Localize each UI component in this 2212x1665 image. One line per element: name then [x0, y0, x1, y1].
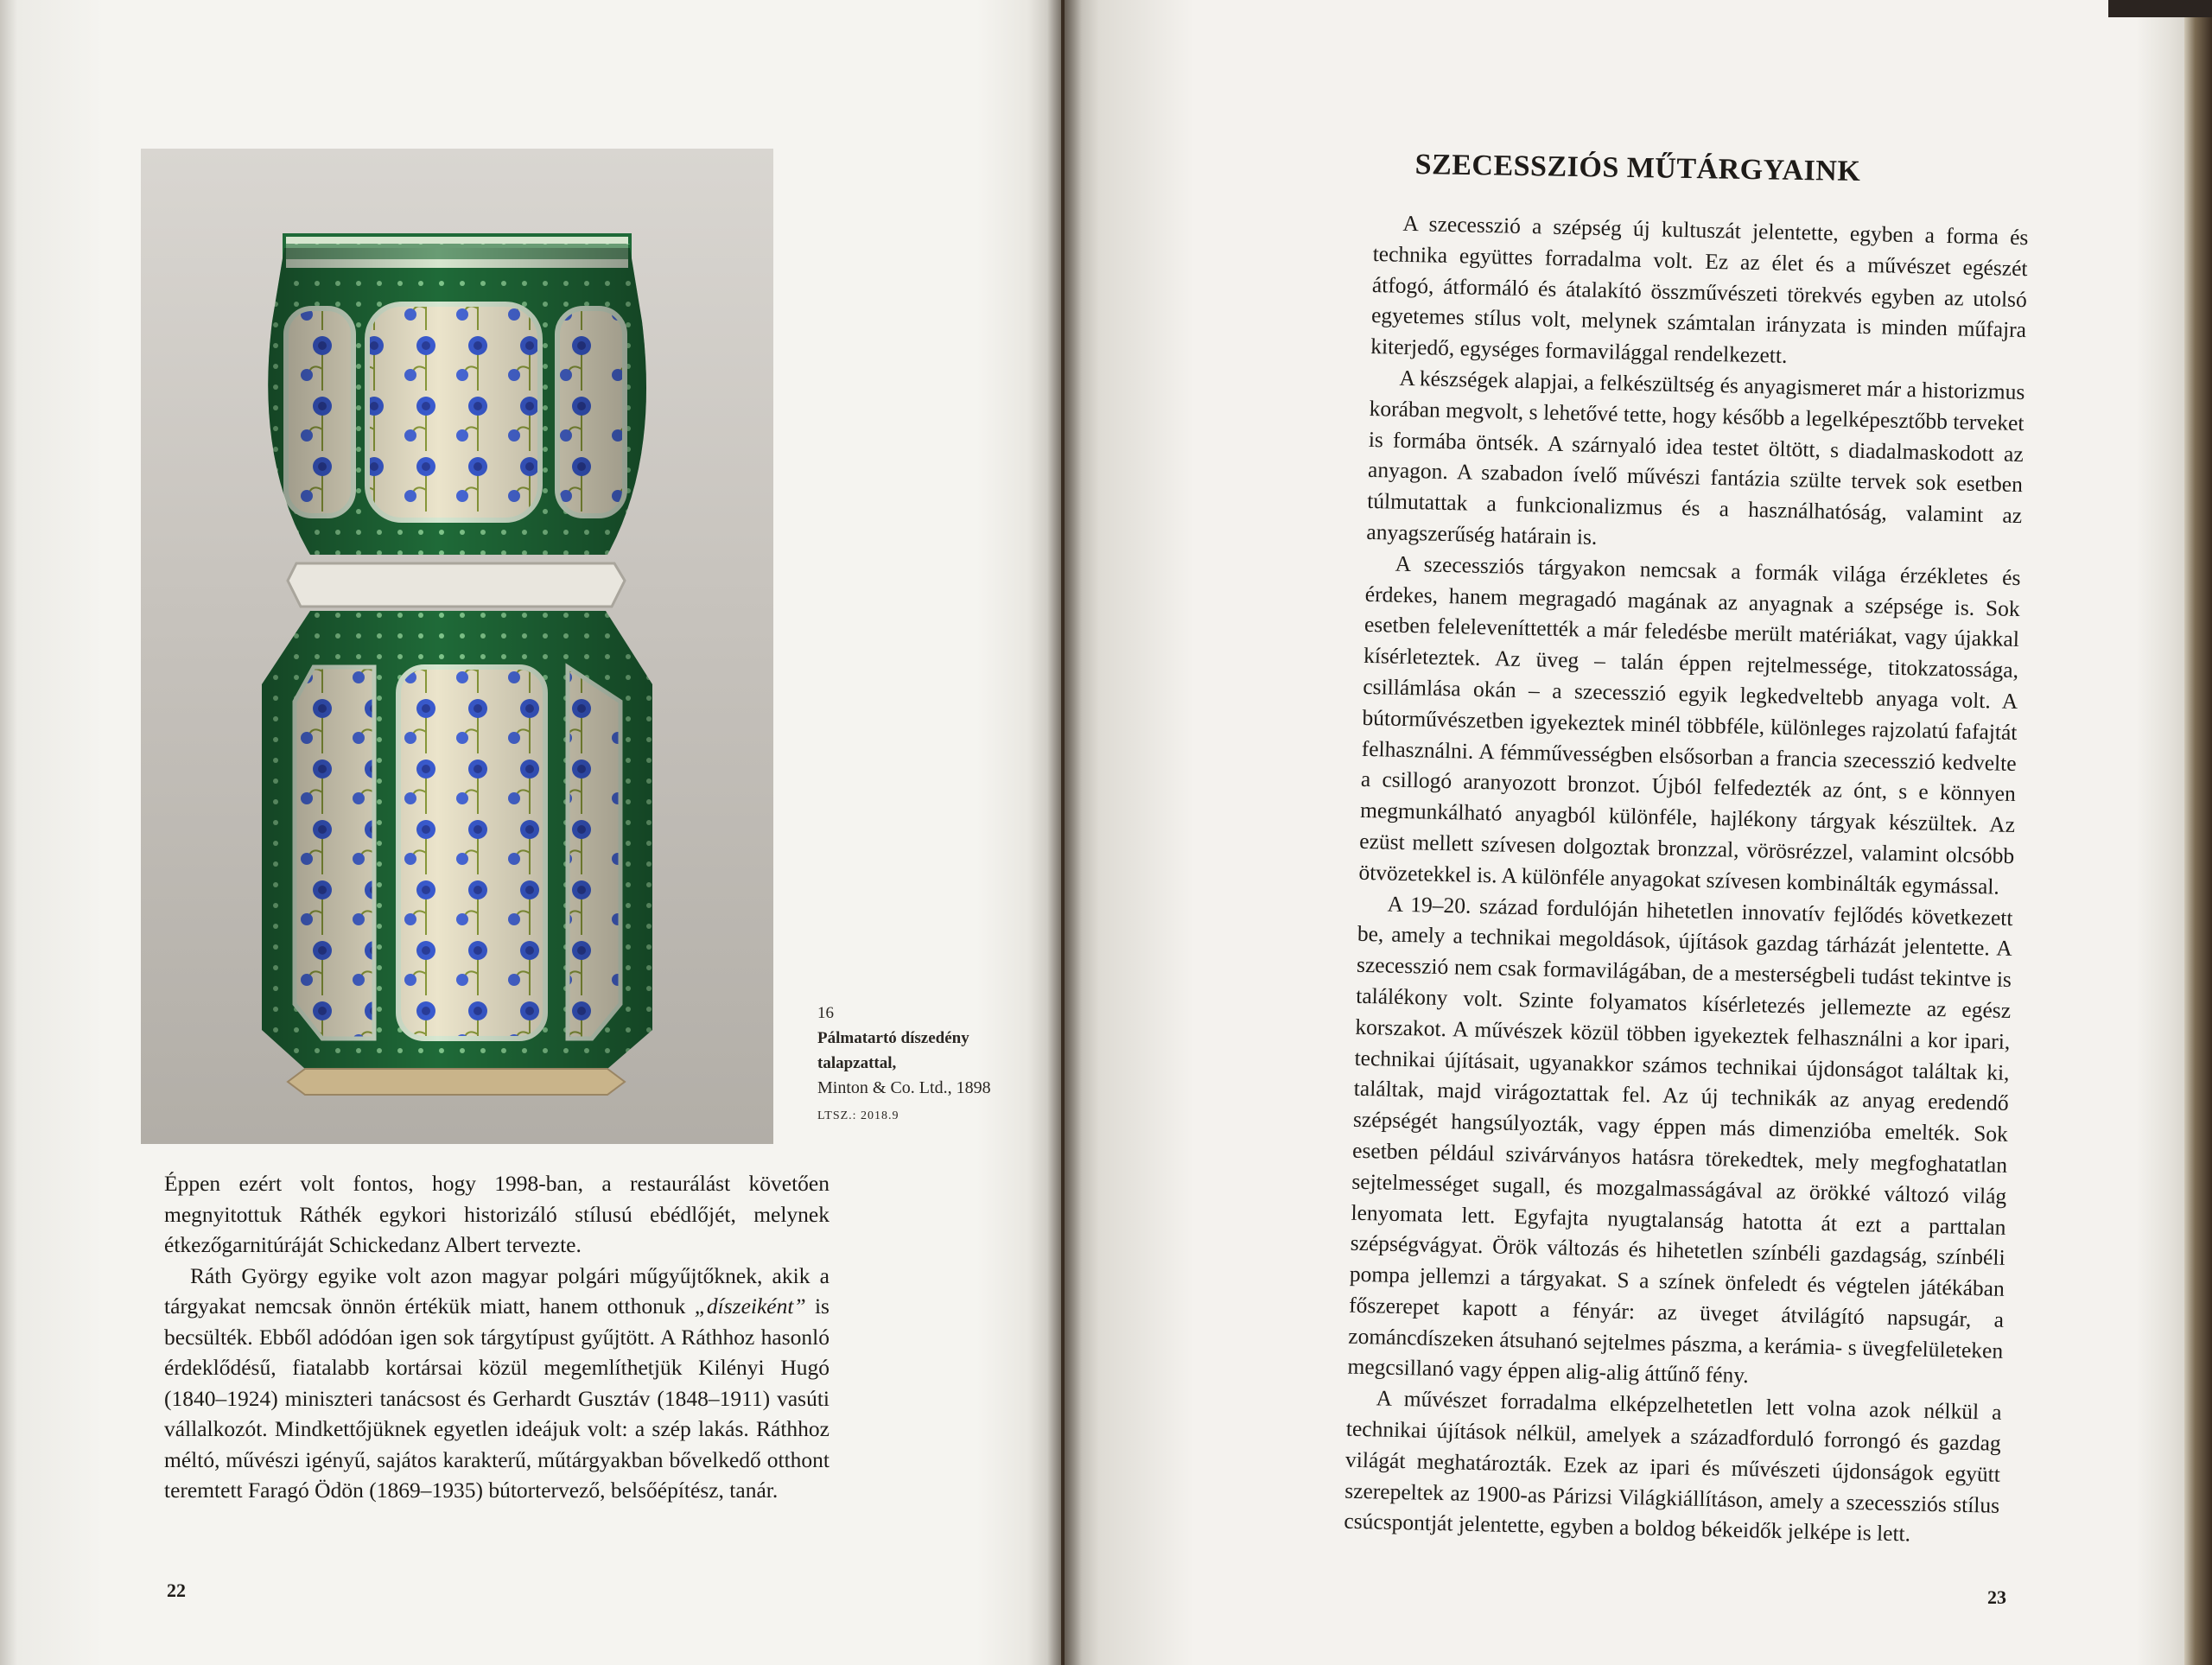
left-paragraph-2 — [164, 1261, 830, 1506]
dark-corner — [2108, 0, 2212, 17]
right-paragraph-5: A művészet forradalma elképzelhetetlen lett volna azok nélkül a technikai újítások nélkül, amelyek a századforduló forrongó és gazdag világát meghatározták. Ezek az ipari és művészeti újdonságok együtt szerepeltek az 1900-as Párizsi Világkiállításon, amely a szecessziós stílus csúcspontját jelentette, egyben a boldog békeidők jelképe is lett. — [1344, 1385, 2002, 1547]
figure-title-line2: talapzattal, — [817, 1054, 897, 1072]
right-book-edge — [2184, 0, 2212, 1665]
book-gutter-shadow — [1047, 0, 1082, 1665]
figure-maker: Minton & Co. Ltd., 1898 — [817, 1078, 991, 1097]
right-body-text — [1344, 207, 2029, 1552]
right-paragraph-2: A készségek alapjai, a felkészültség és anyagismeret már a historizmus korában megvolt, s lehetővé tette, hogy később a legelképesztőbb terveket is formába öntsék. A szárnyaló idea testet öltött, s diadalmaskodott az anyagon. A szabadon ívelő művészi fantázia szülte tervek sok esetben túlmutattak a funkcionalizmus és a használhatóság, valamint az anyagszerűség határain is. — [1366, 365, 2025, 550]
left-body-text — [164, 1168, 830, 1506]
figure-title-line1: Pálmatartó díszedény — [817, 1029, 969, 1047]
right-paragraph-1: A szecesszió a szépség új kultuszát jelentette, egyben a forma és technika együttes forradalma volt. Ez az élet és a művészet egészét átfogó, átformáló és átalakító összművészeti törekvés egyben az utolsó egyetemes stílus volt, melynek számtalan irányzata is minden műfajra kiterjedő, egységes formavilággal rendelkezett. — [1370, 210, 2029, 369]
page-number-right: 23 — [1987, 1586, 2006, 1608]
left-paragraph-2-text-start: Ráth György egyike volt azon magyar polgári műgyűjtőknek, akik a tárgyakat nemcsak önnön értékük miatt, hanem otthonuk — [164, 1262, 830, 1319]
left-paragraph-2-italic-word: „díszeiként” — [694, 1293, 806, 1319]
left-page — [0, 0, 1061, 1665]
left-paragraph-2-text-end: is becsülték. Ebből adódóan igen sok tárgytípust gyűjtött. A Ráthhoz hasonló érdeklődésű, fiatalabb kortársai közül megemlíthetjük Kilényi Hugó (1840–1924) miniszteri tanácsost és Gerhardt Gusztáv (1848–1911) vasúti vállalkozót. Mindkettőjüknek egyetlen ideájuk volt: a szép lakás. Ráthhoz méltó, művészi igényű, sajátos karakterű, műtárgyakban bővelkedő otthont teremtett Faragó Ödön (1869–1935) bútortervező, belsőépítész, tanár. — [164, 1293, 830, 1503]
figure-caption — [817, 1001, 1059, 1128]
right-paragraph-4: A 19–20. század fordulóján hihetetlen innovatív fejlődés következett be, amely a technikai megoldások, újítások gazdag tárházát jelentette. A szecesszió nem csak formavilágában, de a mesterségbeli tudást tekintve is találékony volt. Szinte folyamatos kísérletezés jellemezte az egész korszakot. A művészek közül többen igyekeztek felhasználni a kor ipari, technikai újításait, ugyanakkor számos technikai újdonságot találtak ki, találtak, majd virágoztattak fel. Az új technikák az anyag eredendő szépségét hangsúlyozták, vagy éppen más dimenzióba emelték. Sok esetben például szivárványos hatásra törekedtek, mely megfoghatatlan sejtelmességet sugall, és mozgalmasságával az örökké változó világ lenyomata lett. Egyfajta nyugtalanság hatotta át ezt a parttalan szépségvágyat. Örök változás és hihetetlen színbéli gazdagság, színbéli pompa jellemzi a tárgyakat. S a színek önfeledt és végtelen játékában főszerepet kapott a fényár: az üveget átvilágító napsugár, a zománcdíszeken átsuhanó sejtelmes pászma, a kerámia- s üvegfelületeken megcsillanó vagy éppen alig-alig áttűnő fény. — [1347, 891, 2013, 1389]
chapter-heading: SZECESSZIÓS MŰTÁRGYAINK — [1414, 149, 1861, 188]
figure-number: 16 — [817, 1004, 834, 1022]
figure-inventory-number: LTSZ.: 2018.9 — [817, 1109, 899, 1122]
right-paragraph-3: A szecessziós tárgyakon nemcsak a formák világa érzékletes és érdekes, hanem megragadó magának az anyagnak a szépsége is. Sok esetben feleleveníttették a már feledésbe merült matériákat, vagy újakkal kísérleteztek. Az üveg – talán éppen rejtelmessége, titokzatossága, csillámlása okán – a szecesszió egyik legkedveltebb anyaga volt. A bútorművészetben igyekeztek minél többféle, különleges rajzolatú fafajtát felhasználni. A fémművességben elsősorban a francia szecesszió kedvelte a csillogó aranyozott bronzot. Újból felfedezték az ónt, s e könnyen megmunkálható anyagból különféle, hajlékony tárgyak készültek. Az ezüst mellett szívesen dolgoztak bronzzal, vörösrézzel, valamint olcsóbb ötvözetekkel is. A különféle anyagokat szívesen kombinálták egymással. — [1358, 550, 2021, 899]
left-paragraph-1-text: Éppen ezért volt fontos, hogy 1998-ban, a restaurálást követően megnyitottuk Ráthék egykori historizáló stílusú ebédlőjét, melynek étkezőgarnitúráját Schickedanz Albert tervezte. — [164, 1171, 830, 1257]
vase-photograph — [141, 149, 773, 1144]
page-number-left: 22 — [167, 1579, 186, 1601]
left-paragraph-1 — [164, 1168, 830, 1261]
vase-illustration — [141, 149, 773, 1144]
